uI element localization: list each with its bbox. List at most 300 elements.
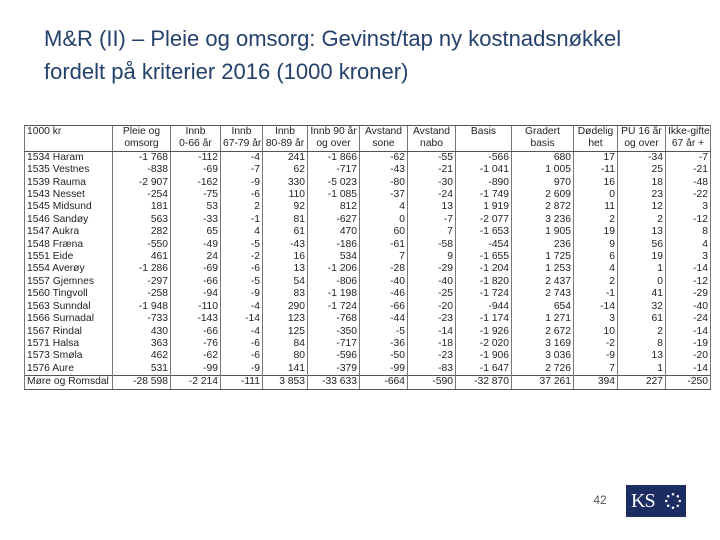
municipality-cell: 1560 Tingvoll xyxy=(25,288,113,300)
value-cell: 12 xyxy=(618,201,666,213)
value-cell: -7 xyxy=(221,164,263,176)
column-header-bottom: 67-79 år xyxy=(221,138,263,151)
table-row xyxy=(25,276,711,288)
value-cell: -2 214 xyxy=(171,376,221,389)
value-cell: -143 xyxy=(171,313,221,325)
value-cell: -627 xyxy=(308,214,360,226)
value-cell: -94 xyxy=(171,288,221,300)
value-cell: -162 xyxy=(171,177,221,189)
value-cell: -6 xyxy=(221,338,263,350)
value-cell: 80 xyxy=(263,350,308,362)
value-cell: -44 xyxy=(360,313,408,325)
value-cell: 18 xyxy=(618,177,666,189)
value-cell: -34 xyxy=(618,151,666,164)
value-cell: -838 xyxy=(113,164,171,176)
value-cell: -66 xyxy=(360,301,408,313)
value-cell: -4 xyxy=(221,301,263,313)
value-cell: 3 xyxy=(666,201,711,213)
value-cell: 462 xyxy=(113,350,171,362)
column-header-bottom: og over xyxy=(308,138,360,151)
value-cell: 19 xyxy=(618,251,666,263)
value-cell: 92 xyxy=(263,201,308,213)
column-header-bottom: basis xyxy=(512,138,574,151)
column-header-top: Dødelig xyxy=(574,126,618,139)
value-cell: 32 xyxy=(618,301,666,313)
value-cell: 4 xyxy=(360,201,408,213)
value-cell: -590 xyxy=(408,376,456,389)
column-header-bottom: omsorg xyxy=(113,138,171,151)
value-cell: -22 xyxy=(666,189,711,201)
value-cell: -1 085 xyxy=(308,189,360,201)
value-cell: 4 xyxy=(221,226,263,238)
value-cell: 7 xyxy=(360,251,408,263)
municipality-cell: 1576 Aure xyxy=(25,363,113,376)
value-cell: 2 xyxy=(574,214,618,226)
value-cell: -69 xyxy=(171,164,221,176)
value-cell: 2 743 xyxy=(512,288,574,300)
value-cell: 83 xyxy=(263,288,308,300)
value-cell: -350 xyxy=(308,326,360,338)
value-cell: -43 xyxy=(263,239,308,251)
value-cell: 2 xyxy=(618,214,666,226)
value-cell: -664 xyxy=(360,376,408,389)
value-cell: -28 xyxy=(360,263,408,275)
value-cell: 3 169 xyxy=(512,338,574,350)
municipality-cell: 1547 Aukra xyxy=(25,226,113,238)
column-header-bottom xyxy=(456,138,512,151)
value-cell: -1 174 xyxy=(456,313,512,325)
value-cell: -32 870 xyxy=(456,376,512,389)
value-cell: -7 xyxy=(408,214,456,226)
value-cell: -2 907 xyxy=(113,177,171,189)
value-cell: -717 xyxy=(308,338,360,350)
value-cell: 7 xyxy=(408,226,456,238)
value-cell: -25 xyxy=(408,288,456,300)
value-cell: 3 236 xyxy=(512,214,574,226)
value-cell: -46 xyxy=(360,288,408,300)
value-cell: 394 xyxy=(574,376,618,389)
value-cell: 363 xyxy=(113,338,171,350)
value-cell: 13 xyxy=(408,201,456,213)
value-cell: 110 xyxy=(263,189,308,201)
value-cell: 2 xyxy=(221,201,263,213)
value-cell: -14 xyxy=(666,326,711,338)
value-cell: -12 xyxy=(666,276,711,288)
column-header-top: PU 16 år xyxy=(618,126,666,139)
value-cell: -20 xyxy=(666,350,711,362)
value-cell: -733 xyxy=(113,313,171,325)
value-cell: -566 xyxy=(456,151,512,164)
value-cell: 1 253 xyxy=(512,263,574,275)
value-cell: -1 xyxy=(574,288,618,300)
column-header-top: Avstand xyxy=(408,126,456,139)
value-cell: -596 xyxy=(308,350,360,362)
value-cell: 13 xyxy=(618,350,666,362)
value-cell: 56 xyxy=(618,239,666,251)
value-cell: 534 xyxy=(308,251,360,263)
municipality-cell: 1573 Smøla xyxy=(25,350,113,362)
value-cell: -11 xyxy=(574,164,618,176)
table-row xyxy=(25,288,711,300)
value-cell: -112 xyxy=(171,151,221,164)
value-cell: -111 xyxy=(221,376,263,389)
table-row xyxy=(25,251,711,263)
value-cell: -12 xyxy=(666,214,711,226)
value-cell: 65 xyxy=(171,226,221,238)
value-cell: 2 609 xyxy=(512,189,574,201)
value-cell: -76 xyxy=(171,338,221,350)
value-cell: 53 xyxy=(171,201,221,213)
value-cell: 13 xyxy=(618,226,666,238)
value-cell: -23 xyxy=(408,313,456,325)
value-cell: -1 286 xyxy=(113,263,171,275)
value-cell: -6 xyxy=(221,263,263,275)
municipality-cell: 1566 Surnadal xyxy=(25,313,113,325)
value-cell: -14 xyxy=(666,263,711,275)
value-cell: -9 xyxy=(574,350,618,362)
value-cell: 8 xyxy=(618,338,666,350)
value-cell: 61 xyxy=(263,226,308,238)
value-cell: -61 xyxy=(360,239,408,251)
value-cell: 54 xyxy=(263,276,308,288)
value-cell: 9 xyxy=(408,251,456,263)
value-cell: 24 xyxy=(171,251,221,263)
value-cell: 25 xyxy=(618,164,666,176)
page-number: 42 xyxy=(593,493,607,507)
value-cell: -66 xyxy=(171,326,221,338)
value-cell: -2 xyxy=(221,251,263,263)
value-cell: -29 xyxy=(666,288,711,300)
municipality-cell: 1563 Sunndal xyxy=(25,301,113,313)
value-cell: -83 xyxy=(408,363,456,376)
table-row xyxy=(25,177,711,189)
criteria-table-container xyxy=(24,125,710,390)
value-cell: -75 xyxy=(171,189,221,201)
value-cell: -80 xyxy=(360,177,408,189)
value-cell: -28 598 xyxy=(113,376,171,389)
value-cell: 84 xyxy=(263,338,308,350)
value-cell: 282 xyxy=(113,226,171,238)
value-cell: 470 xyxy=(308,226,360,238)
value-cell: -250 xyxy=(666,376,711,389)
value-cell: -110 xyxy=(171,301,221,313)
value-cell: -768 xyxy=(308,313,360,325)
value-cell: 4 xyxy=(666,239,711,251)
value-cell: 2 672 xyxy=(512,326,574,338)
value-cell: -37 xyxy=(360,189,408,201)
value-cell: -1 724 xyxy=(456,288,512,300)
value-cell: 16 xyxy=(574,177,618,189)
value-cell: 461 xyxy=(113,251,171,263)
value-cell: 1 xyxy=(618,363,666,376)
value-cell: 2 872 xyxy=(512,201,574,213)
column-header-bottom: 0-66 år xyxy=(171,138,221,151)
value-cell: 654 xyxy=(512,301,574,313)
value-cell: 123 xyxy=(263,313,308,325)
value-cell: 141 xyxy=(263,363,308,376)
value-cell: -36 xyxy=(360,338,408,350)
column-header-top: Gradert xyxy=(512,126,574,139)
value-cell: -379 xyxy=(308,363,360,376)
table-row xyxy=(25,350,711,362)
value-cell: -6 xyxy=(221,350,263,362)
column-header-top: Innb xyxy=(171,126,221,139)
value-cell: 0 xyxy=(574,189,618,201)
value-cell: 241 xyxy=(263,151,308,164)
value-cell: -1 204 xyxy=(456,263,512,275)
municipality-cell: 1539 Rauma xyxy=(25,177,113,189)
value-cell: 0 xyxy=(360,214,408,226)
value-cell: 81 xyxy=(263,214,308,226)
value-cell: -1 653 xyxy=(456,226,512,238)
value-cell: 62 xyxy=(263,164,308,176)
municipality-cell: 1571 Halsa xyxy=(25,338,113,350)
value-cell: -18 xyxy=(408,338,456,350)
column-header-bottom: 67 år + xyxy=(666,138,711,151)
value-cell: -1 724 xyxy=(308,301,360,313)
value-cell: -1 198 xyxy=(308,288,360,300)
table-row xyxy=(25,201,711,213)
value-cell: -890 xyxy=(456,177,512,189)
value-cell: 3 036 xyxy=(512,350,574,362)
value-cell: -30 xyxy=(408,177,456,189)
value-cell: 7 xyxy=(574,363,618,376)
value-cell: -24 xyxy=(408,189,456,201)
value-cell: -258 xyxy=(113,288,171,300)
value-cell: 2 xyxy=(618,326,666,338)
value-cell: 2 726 xyxy=(512,363,574,376)
municipality-cell: 1546 Sandøy xyxy=(25,214,113,226)
municipality-cell: 1545 Midsund xyxy=(25,201,113,213)
value-cell: 23 xyxy=(618,189,666,201)
municipality-cell: 1567 Rindal xyxy=(25,326,113,338)
table-row xyxy=(25,326,711,338)
value-cell: -5 xyxy=(221,276,263,288)
value-cell: -9 xyxy=(221,288,263,300)
column-header-top: Ikke-gifte xyxy=(666,126,711,139)
value-cell: -9 xyxy=(221,363,263,376)
value-cell: 9 xyxy=(574,239,618,251)
ks-logo xyxy=(626,485,686,517)
value-cell: -62 xyxy=(171,350,221,362)
ks-ring-icon xyxy=(664,492,682,510)
municipality-cell: 1535 Vestnes xyxy=(25,164,113,176)
value-cell: 236 xyxy=(512,239,574,251)
value-cell: 970 xyxy=(512,177,574,189)
municipality-cell: 1554 Averøy xyxy=(25,263,113,275)
value-cell: -40 xyxy=(666,301,711,313)
value-cell: -69 xyxy=(171,263,221,275)
value-cell: -55 xyxy=(408,151,456,164)
value-cell: -40 xyxy=(408,276,456,288)
value-cell: 1 005 xyxy=(512,164,574,176)
value-cell: -1 xyxy=(221,214,263,226)
value-cell: -454 xyxy=(456,239,512,251)
value-cell: -99 xyxy=(171,363,221,376)
value-cell: -58 xyxy=(408,239,456,251)
table-row xyxy=(25,151,711,164)
value-cell: -1 866 xyxy=(308,151,360,164)
total-row xyxy=(25,376,711,389)
table-row xyxy=(25,189,711,201)
value-cell: 1 725 xyxy=(512,251,574,263)
value-cell: -550 xyxy=(113,239,171,251)
column-header-bottom: og over xyxy=(618,138,666,151)
value-cell: 812 xyxy=(308,201,360,213)
value-cell: -21 xyxy=(666,164,711,176)
value-cell: -1 820 xyxy=(456,276,512,288)
column-header-top: Innb 90 år xyxy=(308,126,360,139)
table-body xyxy=(25,151,711,389)
value-cell: -29 xyxy=(408,263,456,275)
table-row xyxy=(25,363,711,376)
table-row xyxy=(25,313,711,325)
value-cell: 125 xyxy=(263,326,308,338)
table-row xyxy=(25,263,711,275)
municipality-cell: 1543 Nesset xyxy=(25,189,113,201)
value-cell: 8 xyxy=(666,226,711,238)
column-header-top: Innb xyxy=(221,126,263,139)
value-cell: -14 xyxy=(666,363,711,376)
value-cell: -24 xyxy=(666,313,711,325)
value-cell: 61 xyxy=(618,313,666,325)
table-row xyxy=(25,239,711,251)
value-cell: -297 xyxy=(113,276,171,288)
value-cell: -66 xyxy=(171,276,221,288)
value-cell: -14 xyxy=(221,313,263,325)
value-cell: 563 xyxy=(113,214,171,226)
table-row xyxy=(25,226,711,238)
value-cell: -40 xyxy=(360,276,408,288)
value-cell: -5 xyxy=(221,239,263,251)
value-cell: 1 xyxy=(618,263,666,275)
value-cell: -1 647 xyxy=(456,363,512,376)
value-cell: -49 xyxy=(171,239,221,251)
value-cell: -2 020 xyxy=(456,338,512,350)
value-cell: 37 261 xyxy=(512,376,574,389)
value-cell: -99 xyxy=(360,363,408,376)
value-cell: 290 xyxy=(263,301,308,313)
municipality-cell: 1557 Gjemnes xyxy=(25,276,113,288)
value-cell: -186 xyxy=(308,239,360,251)
value-cell: -254 xyxy=(113,189,171,201)
value-cell: 16 xyxy=(263,251,308,263)
value-cell: -4 xyxy=(221,326,263,338)
header-row-top xyxy=(25,126,711,139)
value-cell: -4 xyxy=(221,151,263,164)
value-cell: 17 xyxy=(574,151,618,164)
value-cell: -944 xyxy=(456,301,512,313)
logo-text: KS xyxy=(631,489,655,512)
value-cell: 11 xyxy=(574,201,618,213)
value-cell: 430 xyxy=(113,326,171,338)
value-cell: 1 271 xyxy=(512,313,574,325)
municipality-cell: 1534 Haram xyxy=(25,151,113,164)
value-cell: -2 077 xyxy=(456,214,512,226)
value-cell: -23 xyxy=(408,350,456,362)
value-cell: -1 768 xyxy=(113,151,171,164)
value-cell: 2 437 xyxy=(512,276,574,288)
value-cell: 6 xyxy=(574,251,618,263)
value-cell: 330 xyxy=(263,177,308,189)
municipality-cell: Møre og Romsdal xyxy=(25,376,113,389)
value-cell: -33 633 xyxy=(308,376,360,389)
column-header-top: Avstand xyxy=(360,126,408,139)
value-cell: 227 xyxy=(618,376,666,389)
value-cell: -5 023 xyxy=(308,177,360,189)
slide-title: M&R (II) – Pleie og omsorg: Gevinst/tap ny kostnadsnøkkel fordelt på kriterier 2016 (1000 kroner) xyxy=(44,26,622,84)
value-cell: -1 041 xyxy=(456,164,512,176)
column-header-top: Innb xyxy=(263,126,308,139)
value-cell: -1 948 xyxy=(113,301,171,313)
table-row xyxy=(25,164,711,176)
value-cell: -2 xyxy=(574,338,618,350)
value-cell: -33 xyxy=(171,214,221,226)
municipality-cell: 1548 Fræna xyxy=(25,239,113,251)
column-header-bottom: het xyxy=(574,138,618,151)
value-cell: 1 919 xyxy=(456,201,512,213)
value-cell: 3 xyxy=(666,251,711,263)
value-cell: -806 xyxy=(308,276,360,288)
value-cell: -9 xyxy=(221,177,263,189)
value-cell: -5 xyxy=(360,326,408,338)
column-header-bottom xyxy=(25,138,113,151)
value-cell: 4 xyxy=(574,263,618,275)
value-cell: -6 xyxy=(221,189,263,201)
value-cell: 0 xyxy=(618,276,666,288)
value-cell: 19 xyxy=(574,226,618,238)
value-cell: 2 xyxy=(574,276,618,288)
header-row-bottom xyxy=(25,138,711,151)
value-cell: -7 xyxy=(666,151,711,164)
value-cell: -43 xyxy=(360,164,408,176)
value-cell: -717 xyxy=(308,164,360,176)
value-cell: -50 xyxy=(360,350,408,362)
value-cell: -1 926 xyxy=(456,326,512,338)
value-cell: -14 xyxy=(408,326,456,338)
value-cell: -1 749 xyxy=(456,189,512,201)
value-cell: 10 xyxy=(574,326,618,338)
value-cell: -1 206 xyxy=(308,263,360,275)
value-cell: 680 xyxy=(512,151,574,164)
value-cell: -1 906 xyxy=(456,350,512,362)
column-header-bottom: 80-89 år xyxy=(263,138,308,151)
value-cell: -48 xyxy=(666,177,711,189)
value-cell: 3 853 xyxy=(263,376,308,389)
column-header-top: Basis xyxy=(456,126,512,139)
criteria-table xyxy=(24,125,711,390)
value-cell: -62 xyxy=(360,151,408,164)
column-header-top: Pleie og xyxy=(113,126,171,139)
value-cell: 1 905 xyxy=(512,226,574,238)
value-cell: -20 xyxy=(408,301,456,313)
column-header-bottom: sone xyxy=(360,138,408,151)
value-cell: 13 xyxy=(263,263,308,275)
value-cell: 181 xyxy=(113,201,171,213)
value-cell: 41 xyxy=(618,288,666,300)
column-header-top: 1000 kr xyxy=(25,126,113,139)
value-cell: -14 xyxy=(574,301,618,313)
table-row xyxy=(25,338,711,350)
value-cell: 60 xyxy=(360,226,408,238)
value-cell: 531 xyxy=(113,363,171,376)
value-cell: 3 xyxy=(574,313,618,325)
value-cell: -19 xyxy=(666,338,711,350)
table-row xyxy=(25,301,711,313)
table-row xyxy=(25,214,711,226)
value-cell: -1 655 xyxy=(456,251,512,263)
column-header-bottom: nabo xyxy=(408,138,456,151)
